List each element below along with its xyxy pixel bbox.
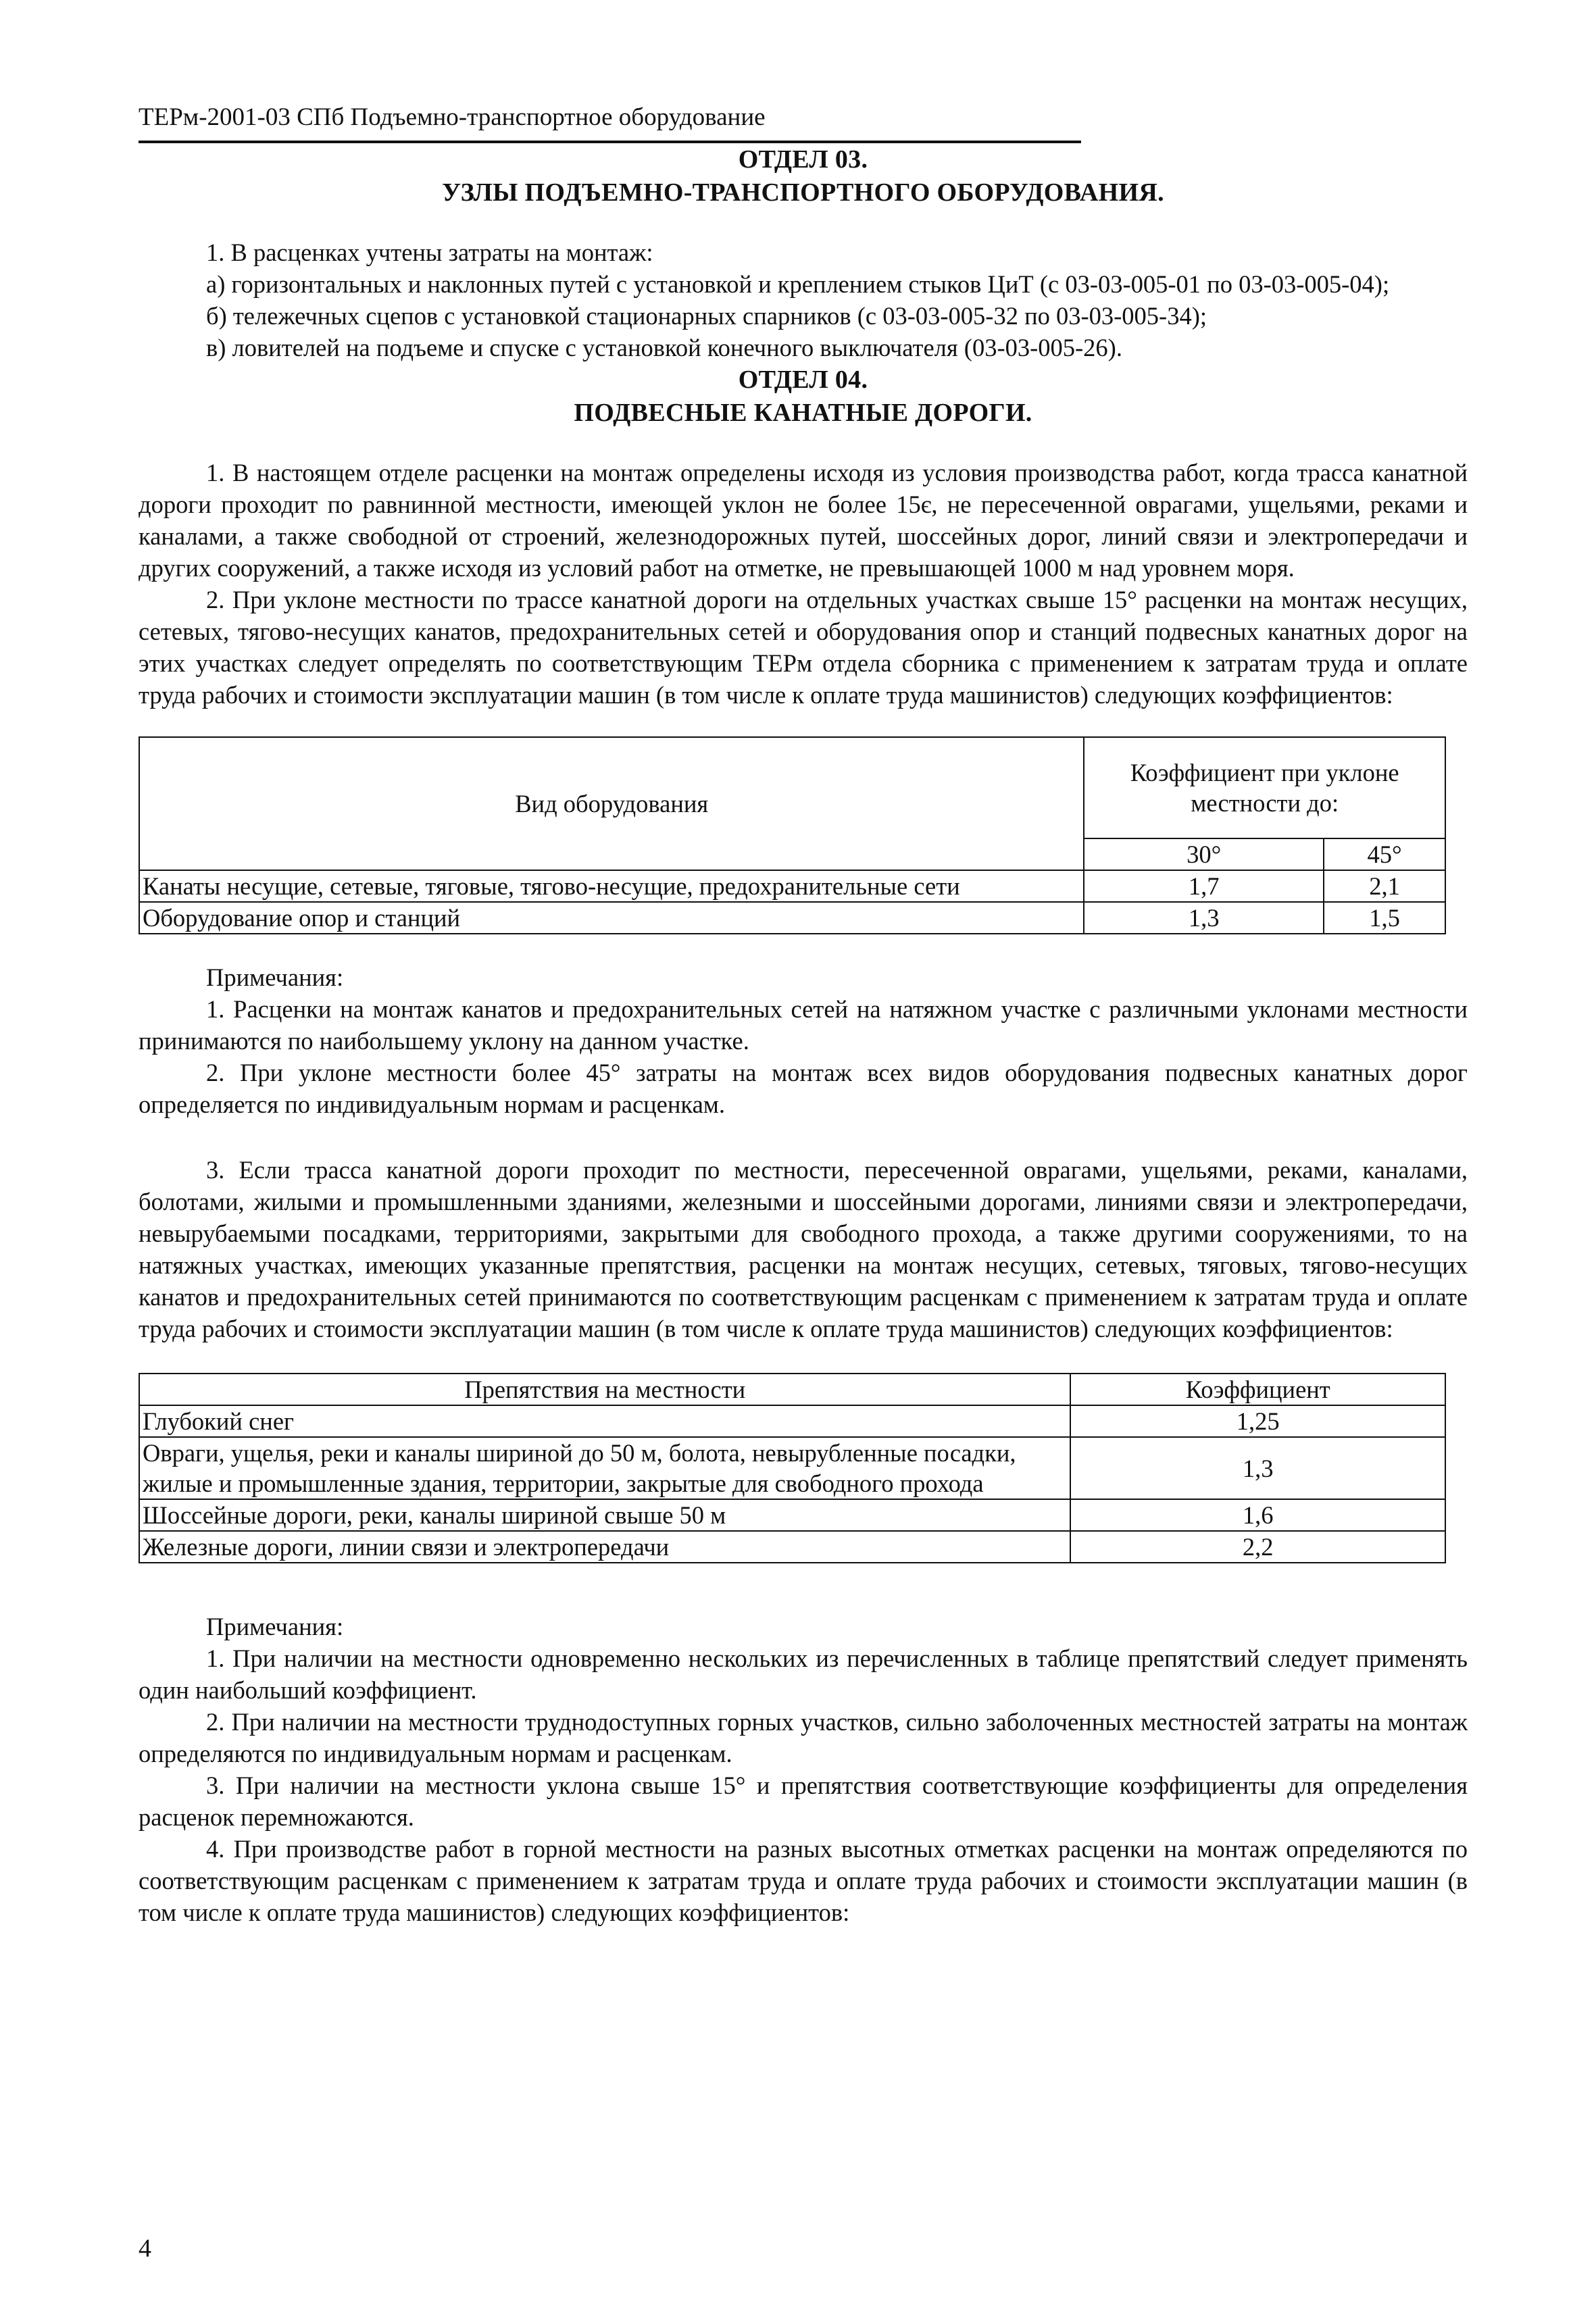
notes-2-item-4: 4. При производстве работ в горной местности на разных высотных отметках расценки на монтаж определяются по соответствующим расценкам с применением к затратам труда и оплате труда рабочих и стоимости эксплуатации машин (в том числе к оплате труда машинистов) следующих коэффициентов: xyxy=(139,1835,1468,1926)
section-03-item-b: б) тележечных сцепов с установкой стационарных спарников (с 03-03-005-32 по 03-03-005-34); xyxy=(206,302,1207,330)
section-03-intro: 1. В расценках учтены затраты на монтаж: xyxy=(206,238,653,266)
obstacle-row-coefficient: 1,6 xyxy=(1070,1499,1445,1531)
slope-table-header-30: 30° xyxy=(1084,838,1324,870)
running-header: ТЕРм-2001-03 СПб Подъемно-транспортное оборудование xyxy=(139,103,766,131)
section-04-paragraph-2: 2. При уклоне местности по трассе канатной дороги на отдельных участках свыше 15° расценки на монтаж несущих, сетевых, тягово-несущих канатов, предохранительных сетей и оборудования опор и станций подвесных канатных дорог на этих участках следует определять по соответствующим ТЕРм отдела сборника с применением к затратам труда и оплате труда рабочих и стоимости эксплуатации машин (в том числе к оплате труда машинистов) следующих коэффициентов: xyxy=(139,586,1468,709)
slope-row-30: 1,7 xyxy=(1084,870,1324,902)
obstacle-row-name: Железные дороги, линии связи и электропередачи xyxy=(139,1531,1070,1563)
table-row xyxy=(139,1437,1445,1499)
slope-table-header-coefficient: Коэффициент при уклоне местности до: xyxy=(1084,737,1445,838)
obstacle-row-name: Овраги, ущелья, реки и каналы шириной до 50 м, болота, невырубленные посадки, жилые и промышленные здания, территории, закрытые для свободного прохода xyxy=(139,1437,1070,1499)
section-04-number: ОТДЕЛ 04. xyxy=(738,366,868,394)
slope-row-name: Канаты несущие, сетевые, тяговые, тягово-несущие, предохранительные сети xyxy=(139,870,1084,902)
notes-2-title: Примечания: xyxy=(206,1613,344,1640)
notes-2-item-1: 1. При наличии на местности одновременно нескольких из перечисленных в таблице препятствий следует применять один наибольший коэффициент. xyxy=(139,1644,1468,1704)
obstacle-coefficient-table xyxy=(139,1373,1446,1563)
obstacle-row-coefficient: 1,3 xyxy=(1070,1437,1445,1499)
slope-row-45: 2,1 xyxy=(1324,870,1445,902)
section-04-paragraph-1: 1. В настоящем отделе расценки на монтаж определены исходя из условия производства работ, когда трасса канатной дороги проходит по равнинной местности, имеющей уклон не более 15є, не пересеченной оврагами, ущельями, реками и каналами, а также свободной от строений, железнодорожных путей, шоссейных дорог, линий связи и электропередачи и других сооружений, а также исходя из условий работ на отметке, не превышающей 1000 м над уровнем моря. xyxy=(139,459,1468,582)
section-04-title: ПОДВЕСНЫЕ КАНАТНЫЕ ДОРОГИ. xyxy=(574,399,1032,427)
table-row xyxy=(139,1405,1445,1437)
slope-table-header-45: 45° xyxy=(1324,838,1445,870)
section-03-item-c: в) ловителей на подъеме и спуске с установкой конечного выключателя (03-03-005-26). xyxy=(206,334,1122,361)
notes-1-title: Примечания: xyxy=(206,963,344,991)
obstacle-row-coefficient: 2,2 xyxy=(1070,1531,1445,1563)
slope-row-30: 1,3 xyxy=(1084,902,1324,934)
table-row xyxy=(139,1499,1445,1531)
page-number: 4 xyxy=(139,2234,151,2263)
section-04-body xyxy=(139,457,1468,711)
notes-1-item-2: 2. При уклоне местности более 45° затраты на монтаж всех видов оборудования подвесных канатных дорог определяется по индивидуальным нормам и расценкам. xyxy=(139,1059,1468,1118)
section-03-body xyxy=(139,236,1468,363)
section-04-paragraph-3: 3. Если трасса канатной дороги проходит по местности, пересеченной оврагами, ущельями, реками, каналами, болотами, жилыми и промышленными зданиями, железными и шоссейными дорогами, линиями связи и электропередачи, невырубаемыми посадками, территориями, закрытыми для свободного прохода, а также другими сооружениями, то на натяжных участках, имеющих указанные препятствия, расценки на монтаж несущих, сетевых, тяговых, тягово-несущих канатов и предохранительных сетей принимаются по соответствующим расценкам с применением к затратам труда и оплате труда рабочих и стоимости эксплуатации машин (в том числе к оплате труда машинистов) следующих коэффициентов: xyxy=(139,1156,1468,1342)
slope-table-header-equipment: Вид оборудования xyxy=(139,737,1084,870)
notes-1-item-1: 1. Расценки на монтаж канатов и предохранительных сетей на натяжном участке с различными уклонами местности принимаются по наибольшему уклону на данном участке. xyxy=(139,995,1468,1055)
obstacle-row-coefficient: 1,25 xyxy=(1070,1405,1445,1437)
section-03-item-a: а) горизонтальных и наклонных путей с установкой и креплением стыков ЦиТ (с 03-03-005-01 по 03-03-005-04); xyxy=(206,270,1390,298)
obstacle-row-name: Шоссейные дороги, реки, каналы шириной свыше 50 м xyxy=(139,1499,1070,1531)
table-row xyxy=(139,902,1445,934)
obstacle-table-header-obstacle: Препятствия на местности xyxy=(139,1374,1070,1405)
table-row xyxy=(139,1531,1445,1563)
obstacle-row-name: Глубокий снег xyxy=(139,1405,1070,1437)
section-03-title: УЗЛЫ ПОДЪЕМНО-ТРАНСПОРТНОГО ОБОРУДОВАНИЯ. xyxy=(442,178,1164,207)
slope-row-45: 1,5 xyxy=(1324,902,1445,934)
notes-2-item-3: 3. При наличии на местности уклона свыше 15° и препятствия соответствующие коэффициенты для определения расценок перемножаются. xyxy=(139,1771,1468,1831)
section-03-number: ОТДЕЛ 03. xyxy=(738,145,868,174)
slope-row-name: Оборудование опор и станций xyxy=(139,902,1084,934)
slope-coefficient-table xyxy=(139,736,1446,934)
table-row xyxy=(139,870,1445,902)
notes-2-item-2: 2. При наличии на местности труднодоступных горных участков, сильно заболоченных местностей затраты на монтаж определяются по индивидуальным нормам и расценкам. xyxy=(139,1708,1468,1767)
obstacle-table-header-coefficient: Коэффициент xyxy=(1070,1374,1445,1405)
